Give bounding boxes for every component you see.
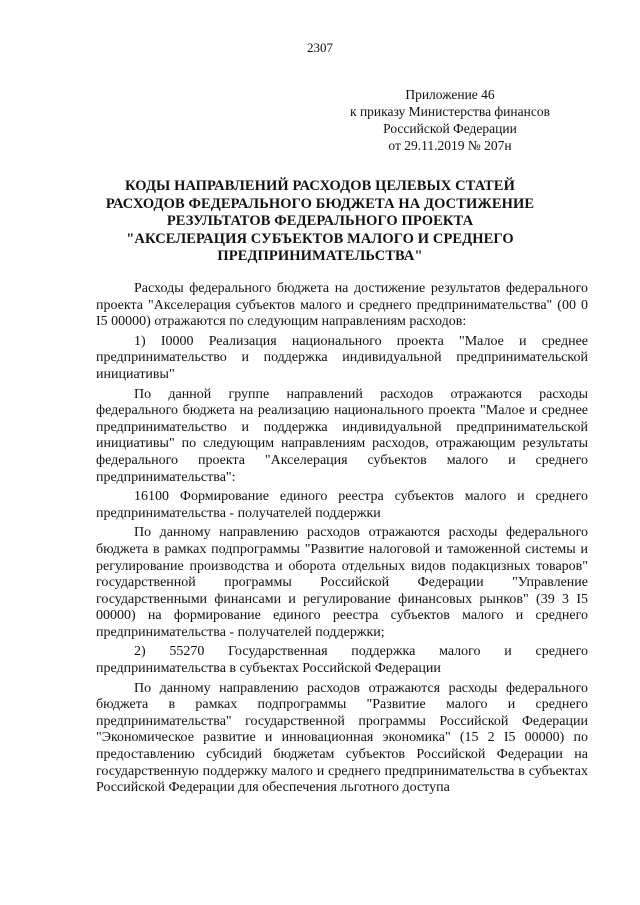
appendix-line: Приложение 46 bbox=[405, 87, 495, 102]
appendix-line: к приказу Министерства финансов bbox=[350, 104, 550, 119]
document-title bbox=[90, 178, 550, 266]
appendix-header bbox=[300, 86, 600, 154]
title-line: ПРЕДПРИНИМАТЕЛЬСТВА" bbox=[217, 248, 423, 264]
body-paragraph: 1) I0000 Реализация национального проекта "Малое и среднее предпринимательство и поддержка индивидуальной предпринимательской инициативы" bbox=[96, 333, 588, 382]
body-paragraph: По данной группе направлений расходов отражаются расходы федерального бюджета на реализацию национального проекта "Малое и среднее предпринимательство и поддержка индивидуальной предпринимательской инициативы" по следующим направлениям расходов, отражающим результаты федерального проекта "Акселерация субъектов малого и среднего предпринимательства": bbox=[96, 386, 588, 485]
title-line: РЕЗУЛЬТАТОВ ФЕДЕРАЛЬНОГО ПРОЕКТА bbox=[166, 213, 474, 229]
body-paragraph: 2) 55270 Государственная поддержка малого и среднего предпринимательства в субъектах Российской Федерации bbox=[96, 644, 588, 677]
body-paragraph: По данному направлению расходов отражаются расходы федерального бюджета в рамках подпрограммы "Развитие налоговой и таможенной системы и регулирование производства и оборота отдельных видов подакцизных товаров" государственной программы Российской Федерации "Управление государственными финансами и регулирование финансовых рынков" (39 3 I5 00000) на формирование единого реестра субъектов малого и среднего предпринимательства - получателей поддержки; bbox=[96, 525, 588, 640]
title-line: КОДЫ НАПРАВЛЕНИЙ РАСХОДОВ ЦЕЛЕВЫХ СТАТЕЙ bbox=[125, 178, 515, 194]
title-line: РАСХОДОВ ФЕДЕРАЛЬНОГО БЮДЖЕТА НА ДОСТИЖЕНИЕ bbox=[105, 195, 535, 212]
body-paragraph: Расходы федерального бюджета на достижение результатов федерального проекта "Акселерация субъектов малого и среднего предпринимательства" (00 0 I5 00000) отражаются по следующим направлениям расходов: bbox=[96, 281, 588, 330]
appendix-line: Российской Федерации bbox=[383, 121, 517, 136]
document-body bbox=[96, 281, 588, 800]
body-paragraph: По данному направлению расходов отражаются расходы федерального бюджета в рамках подпрограммы "Развитие малого и среднего предпринимательства" государственной программы Российской Федерации "Экономическое развитие и инновационная экономика" (15 2 I5 00000) по предоставлению субсидий бюджетам субъектов Российской Федерации на государственную поддержку малого и среднего предпринимательства в субъектах Российской Федерации для обеспечения льготного доступа bbox=[96, 680, 588, 796]
page-number: 2307 bbox=[307, 40, 333, 55]
body-paragraph: 16100 Формирование единого реестра субъектов малого и среднего предпринимательства - получателей поддержки bbox=[96, 489, 588, 521]
appendix-line: от 29.11.2019 № 207н bbox=[388, 138, 512, 153]
title-line: "АКСЕЛЕРАЦИЯ СУБЪЕКТОВ МАЛОГО И СРЕДНЕГО bbox=[126, 230, 514, 247]
